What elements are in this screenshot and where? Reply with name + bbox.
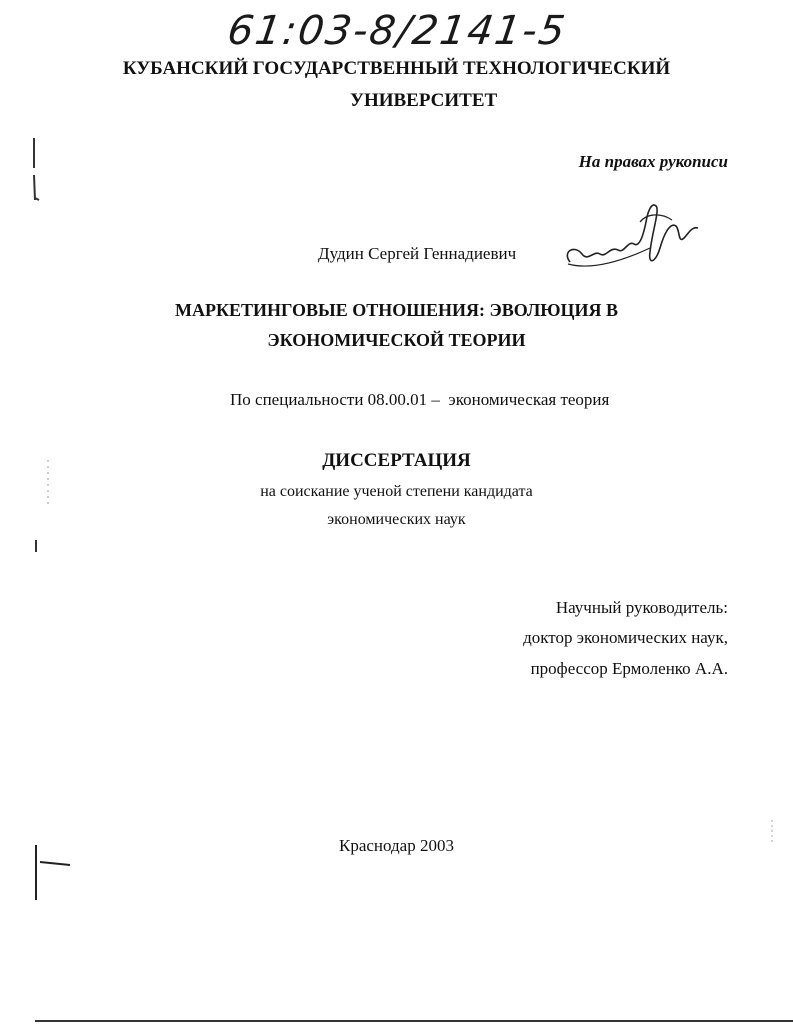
degree-line2: экономических наук xyxy=(327,511,466,528)
supervisor-name: профессор Ермоленко А.А. xyxy=(530,659,728,678)
university-name-line2: УНИВЕРСИТЕТ xyxy=(350,90,498,111)
degree-line1: на соискание ученой степени кандидата xyxy=(260,483,533,500)
dissertation-title-line2: ЭКОНОМИЧЕСКОЙ ТЕОРИИ xyxy=(267,330,526,350)
page-bottom-edge xyxy=(35,1020,793,1022)
dissertation-heading: ДИССЕРТАЦИЯ xyxy=(322,450,471,471)
university-name-line1: КУБАНСКИЙ ГОСУДАРСТВЕННЫЙ ТЕХНОЛОГИЧЕСКИЙ xyxy=(122,58,671,79)
specialty-line: По специальности 08.00.01 – экономическая теория xyxy=(230,390,610,409)
supervisor-label: Научный руководитель: xyxy=(555,598,728,617)
dissertation-title-line1: МАРКЕТИНГОВЫЕ ОТНОШЕНИЯ: ЭВОЛЮЦИЯ В xyxy=(174,300,619,320)
handwritten-archive-number: 61:03-8/2141-5 xyxy=(224,8,570,54)
author-name: Дудин Сергей Геннадиевич xyxy=(318,244,517,263)
city-year: Краснодар 2003 xyxy=(339,836,454,855)
rights-note: На правах рукописи xyxy=(578,152,728,171)
supervisor-degree: доктор экономических наук, xyxy=(523,628,728,647)
